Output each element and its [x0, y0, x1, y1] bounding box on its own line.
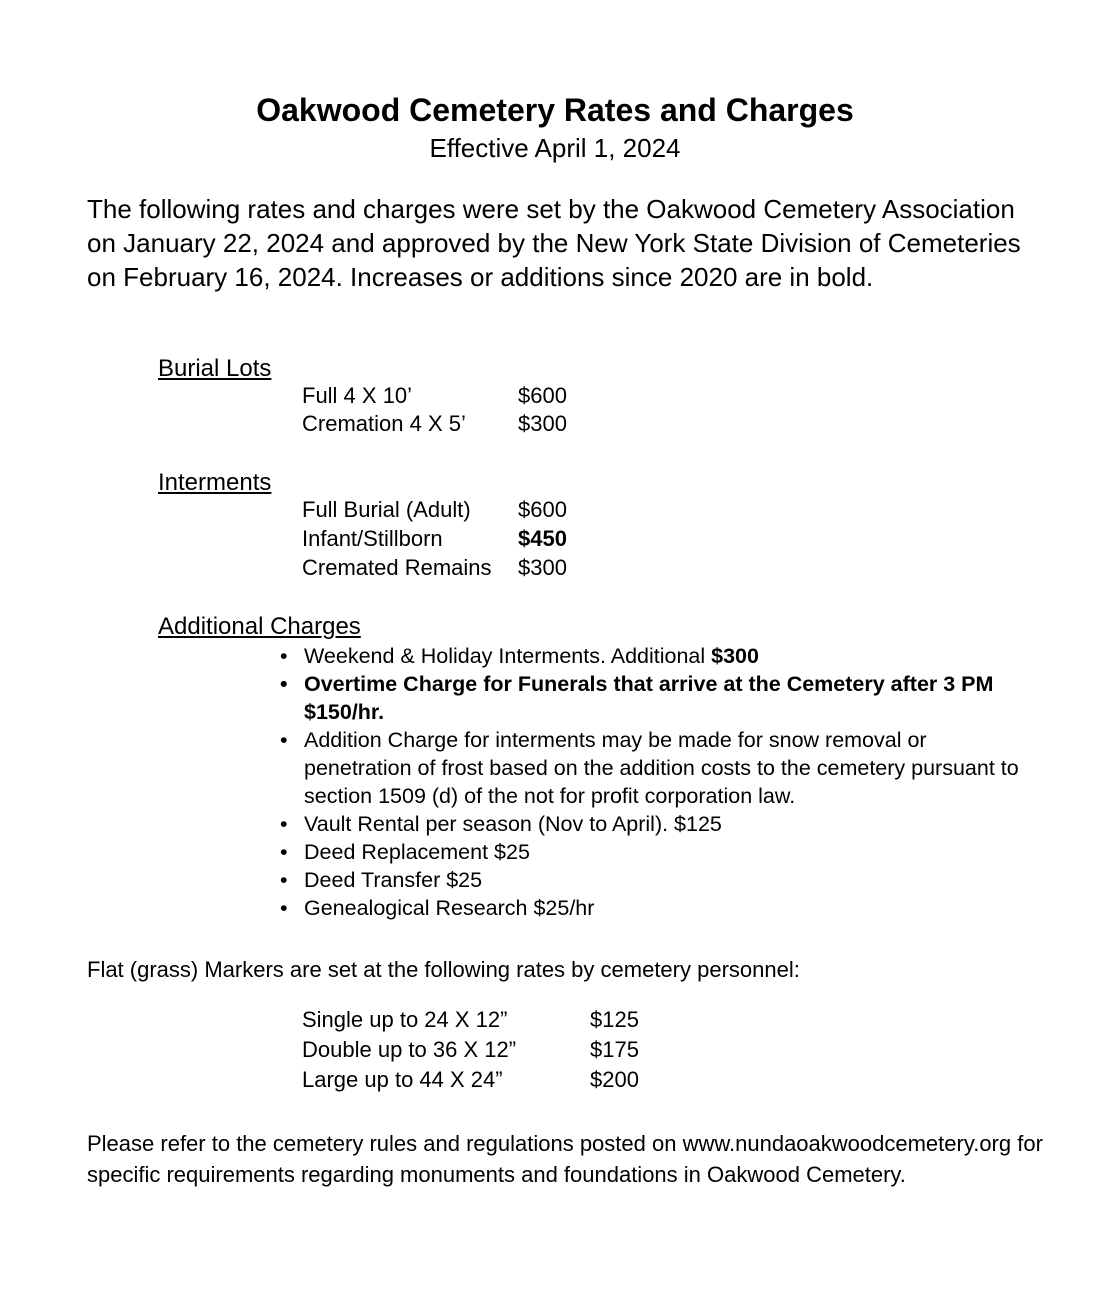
bullet-icon: •	[280, 728, 288, 752]
list-item	[280, 642, 1040, 670]
interment-row	[302, 526, 567, 555]
burial-lots-heading: Burial Lots	[158, 355, 272, 382]
list-item	[280, 726, 1040, 810]
bullet-icon: •	[280, 812, 288, 836]
marker-item: Large up to 44 X 24”	[302, 1067, 503, 1092]
footer-note: Please refer to the cemetery rules and regulations posted on www.nundaoakwoodcemetery.org for specific requirements regarding monuments and foundations in Oakwood Cemetery.	[87, 1131, 1043, 1187]
bullet-icon: •	[280, 868, 288, 892]
list-item	[280, 810, 1040, 838]
charge-text: Deed Transfer $25	[304, 868, 483, 892]
list-item	[280, 866, 1040, 894]
burial-lot-item: Full 4 X 10’	[302, 383, 413, 408]
burial-lot-row	[302, 383, 567, 411]
list-item	[280, 670, 1040, 726]
marker-row	[302, 1037, 639, 1067]
interment-row	[302, 555, 567, 584]
charge-text: Addition Charge for interments may be made for snow removal or penetration of frost based on the addition costs to the cemetery pursuant to section 1509 (d) of the not for profit corporation law.	[304, 728, 1019, 808]
marker-row	[302, 1067, 639, 1097]
charge-text: Vault Rental per season (Nov to April). $125	[304, 812, 722, 836]
interment-price: $450	[518, 526, 567, 551]
marker-price: $175	[590, 1037, 639, 1062]
burial-lot-price: $600	[518, 383, 567, 408]
charge-text: Deed Replacement $25	[304, 840, 530, 864]
markers-table	[302, 1007, 639, 1097]
bullet-icon: •	[280, 840, 288, 864]
burial-lot-price: $300	[518, 411, 567, 436]
burial-lots-table	[302, 383, 567, 439]
charge-text: Genealogical Research $25/hr	[304, 896, 595, 920]
bullet-icon: •	[280, 644, 288, 668]
marker-price: $125	[590, 1007, 639, 1032]
bullet-icon: •	[280, 672, 288, 696]
interment-item: Infant/Stillborn	[302, 526, 443, 551]
interment-row	[302, 497, 567, 526]
document-title: Oakwood Cemetery Rates and Charges	[256, 92, 854, 128]
marker-price: $200	[590, 1067, 639, 1092]
intro-paragraph: The following rates and charges were set by the Oakwood Cemetery Association on January 22, 2024 and approved by the New York State Division of Cemeteries on February 16, 2024. Increases or additions since 2020 are in bold.	[87, 194, 1021, 292]
marker-item: Single up to 24 X 12”	[302, 1007, 508, 1032]
charge-price: $300	[711, 644, 759, 668]
bullet-icon: •	[280, 896, 288, 920]
additional-charges-heading: Additional Charges	[158, 613, 361, 640]
burial-lot-item: Cremation 4 X 5’	[302, 411, 466, 436]
interment-price: $300	[518, 555, 567, 580]
interment-item: Cremated Remains	[302, 555, 492, 580]
markers-intro: Flat (grass) Markers are set at the following rates by cemetery personnel:	[87, 957, 800, 982]
interments-table	[302, 497, 567, 584]
interments-heading: Interments	[158, 469, 272, 496]
interment-item: Full Burial (Adult)	[302, 497, 471, 522]
interment-price: $600	[518, 497, 567, 522]
marker-row	[302, 1007, 639, 1037]
additional-charges-list	[280, 642, 1040, 922]
list-item	[280, 894, 1040, 922]
burial-lot-row	[302, 411, 567, 439]
list-item	[280, 838, 1040, 866]
charge-text: Overtime Charge for Funerals that arrive at the Cemetery after 3 PM $150/hr.	[304, 672, 994, 724]
effective-date: Effective April 1, 2024	[429, 133, 681, 163]
marker-item: Double up to 36 X 12”	[302, 1037, 517, 1062]
charge-text: Weekend & Holiday Interments. Additional	[304, 644, 712, 668]
